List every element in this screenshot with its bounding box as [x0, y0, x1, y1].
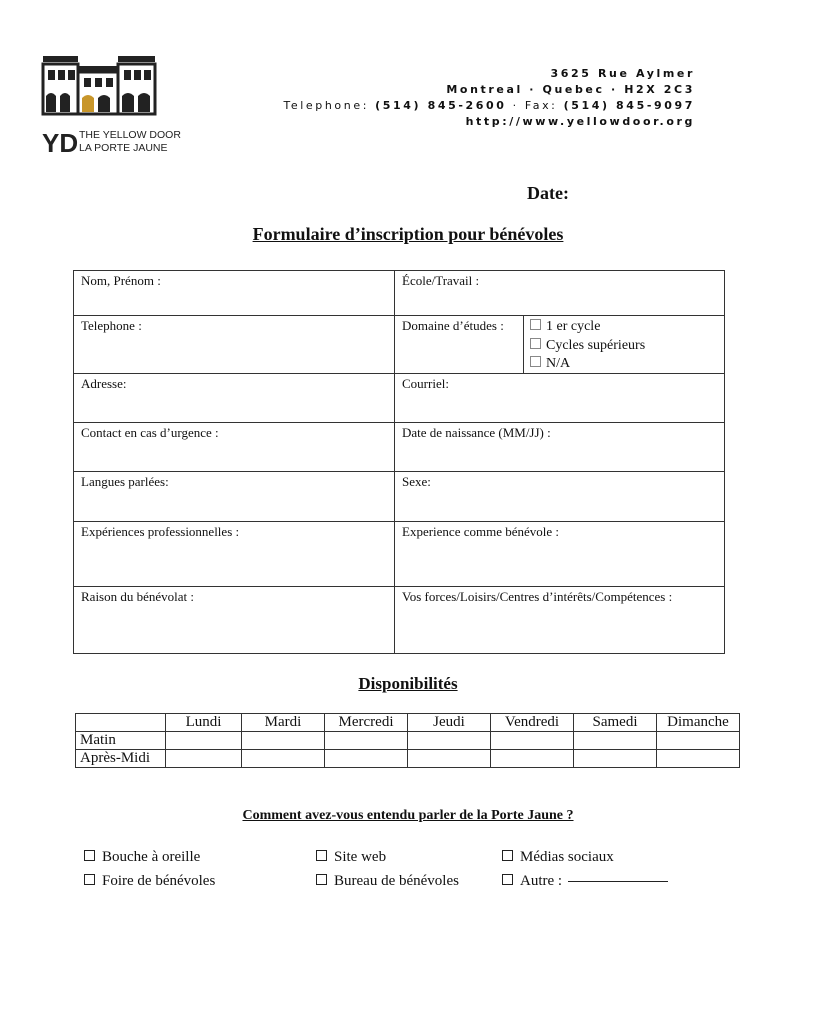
referral-option-label: Autre :	[520, 873, 563, 889]
sex-label: Sexe:	[402, 474, 431, 489]
availability-table	[75, 713, 740, 768]
languages-label: Langues parlées:	[81, 474, 169, 489]
professional-experience-label: Expériences professionnelles :	[81, 524, 240, 539]
referral-option-label: Foire de bénévoles	[102, 873, 216, 889]
school-work-label: École/Travail :	[402, 273, 480, 288]
availability-cell[interactable]	[325, 732, 408, 750]
day-header: Samedi	[574, 714, 657, 732]
email-field[interactable]	[395, 374, 725, 422]
availability-cell[interactable]	[325, 750, 408, 768]
city-address: Montreal · Quebec · H2X 2C3	[446, 83, 695, 96]
day-header: Lundi	[166, 714, 242, 732]
day-header: Dimanche	[657, 714, 740, 732]
school-work-field[interactable]	[395, 271, 725, 315]
other-fill-line[interactable]	[568, 881, 668, 882]
name-label: Nom, Prénom :	[81, 273, 161, 288]
day-header: Vendredi	[491, 714, 574, 732]
form-title: Formulaire d’inscription pour bénévoles	[252, 224, 564, 244]
availability-cell[interactable]	[242, 750, 325, 768]
referral-option-word-of-mouth[interactable]	[84, 849, 200, 866]
volunteer-reason-field[interactable]	[74, 587, 394, 653]
name-field[interactable]	[74, 271, 394, 315]
logo-name-fr: LA PORTE JAUNE	[79, 142, 168, 154]
availability-cell[interactable]	[166, 750, 242, 768]
study-option-na[interactable]	[530, 355, 725, 374]
study-option-label: Cycles supérieurs	[546, 337, 646, 353]
availability-cell[interactable]	[657, 750, 740, 768]
address-field[interactable]	[74, 374, 394, 422]
registration-form	[73, 270, 725, 654]
birth-date-field[interactable]	[395, 423, 725, 471]
referral-option-label: Bouche à oreille	[102, 849, 201, 865]
volunteer-experience-label: Experience comme bénévole :	[402, 524, 560, 539]
referral-option-website[interactable]	[316, 849, 386, 866]
availability-cell[interactable]	[574, 750, 657, 768]
table-corner-cell	[76, 714, 166, 732]
referral-option-label: Médias sociaux	[520, 849, 614, 865]
availability-cell[interactable]	[657, 732, 740, 750]
phone-number: (514) 845-2600	[375, 99, 507, 112]
yellow-door-logo	[40, 52, 181, 160]
checkbox-icon[interactable]	[316, 874, 327, 885]
sex-field[interactable]	[395, 472, 725, 521]
referral-question: Comment avez-vous entendu parler de la Porte Jaune ?	[242, 808, 574, 823]
address-label: Adresse:	[81, 376, 127, 391]
study-level-options	[523, 316, 725, 373]
table-header-row	[76, 714, 740, 732]
availability-title: Disponibilités	[358, 674, 458, 693]
availability-cell[interactable]	[242, 732, 325, 750]
building-logo-icon	[40, 52, 181, 160]
field-of-study-field	[395, 316, 523, 373]
checkbox-icon[interactable]	[84, 850, 95, 861]
day-header: Jeudi	[408, 714, 491, 732]
checkbox-icon[interactable]	[502, 850, 513, 861]
email-label: Courriel:	[402, 376, 449, 391]
fax-number: (514) 845-9097	[563, 99, 695, 112]
logo-initials: YD	[42, 128, 79, 158]
checkbox-icon[interactable]	[316, 850, 327, 861]
study-option-graduate[interactable]	[530, 337, 725, 356]
field-of-study-label: Domaine d’études :	[402, 318, 504, 333]
availability-cell[interactable]	[408, 732, 491, 750]
availability-cell[interactable]	[408, 750, 491, 768]
referral-option-volunteer-fair[interactable]	[84, 873, 215, 890]
availability-cell[interactable]	[491, 732, 574, 750]
checkbox-icon[interactable]	[530, 319, 541, 330]
professional-experience-field[interactable]	[74, 522, 394, 586]
emergency-contact-field[interactable]	[74, 423, 394, 471]
telephone-label: Telephone :	[81, 318, 142, 333]
phone-label: Telephone:	[283, 99, 370, 112]
day-header: Mardi	[242, 714, 325, 732]
availability-cell[interactable]	[166, 732, 242, 750]
emergency-contact-label: Contact en cas d’urgence :	[81, 425, 219, 440]
availability-cell[interactable]	[574, 732, 657, 750]
referral-option-other[interactable]	[502, 873, 668, 890]
address-block	[283, 66, 695, 130]
strengths-field[interactable]	[395, 587, 725, 653]
referral-option-label: Site web	[334, 849, 387, 865]
strengths-label: Vos forces/Loisirs/Centres d’intérêts/Compétences :	[402, 589, 673, 604]
website-link[interactable]: http://www.yellowdoor.org	[465, 115, 695, 128]
table-row	[76, 732, 740, 750]
checkbox-icon[interactable]	[530, 338, 541, 349]
study-option-label: 1 er cycle	[546, 319, 601, 334]
date-label: Date:	[527, 183, 569, 203]
table-row	[76, 750, 740, 768]
volunteer-experience-field[interactable]	[395, 522, 725, 586]
logo-name-en: THE YELLOW DOOR	[79, 129, 181, 141]
checkbox-icon[interactable]	[502, 874, 513, 885]
birth-date-label: Date de naissance (MM/JJ) :	[402, 425, 551, 440]
period-label: Après-Midi	[76, 750, 166, 768]
referral-option-volunteer-bureau[interactable]	[316, 873, 459, 890]
period-label: Matin	[76, 732, 166, 750]
languages-field[interactable]	[74, 472, 394, 521]
referral-option-social-media[interactable]	[502, 849, 614, 866]
street-address: 3625 Rue Aylmer	[550, 67, 695, 80]
volunteer-reason-label: Raison du bénévolat :	[81, 589, 195, 604]
availability-cell[interactable]	[491, 750, 574, 768]
day-header: Mercredi	[325, 714, 408, 732]
study-option-label: N/A	[546, 356, 571, 371]
telephone-field[interactable]	[74, 316, 394, 373]
checkbox-icon[interactable]	[84, 874, 95, 885]
fax-label: · Fax:	[512, 99, 558, 112]
referral-option-label: Bureau de bénévoles	[334, 873, 459, 889]
checkbox-icon[interactable]	[530, 356, 541, 367]
study-option-first-cycle[interactable]	[530, 318, 725, 337]
